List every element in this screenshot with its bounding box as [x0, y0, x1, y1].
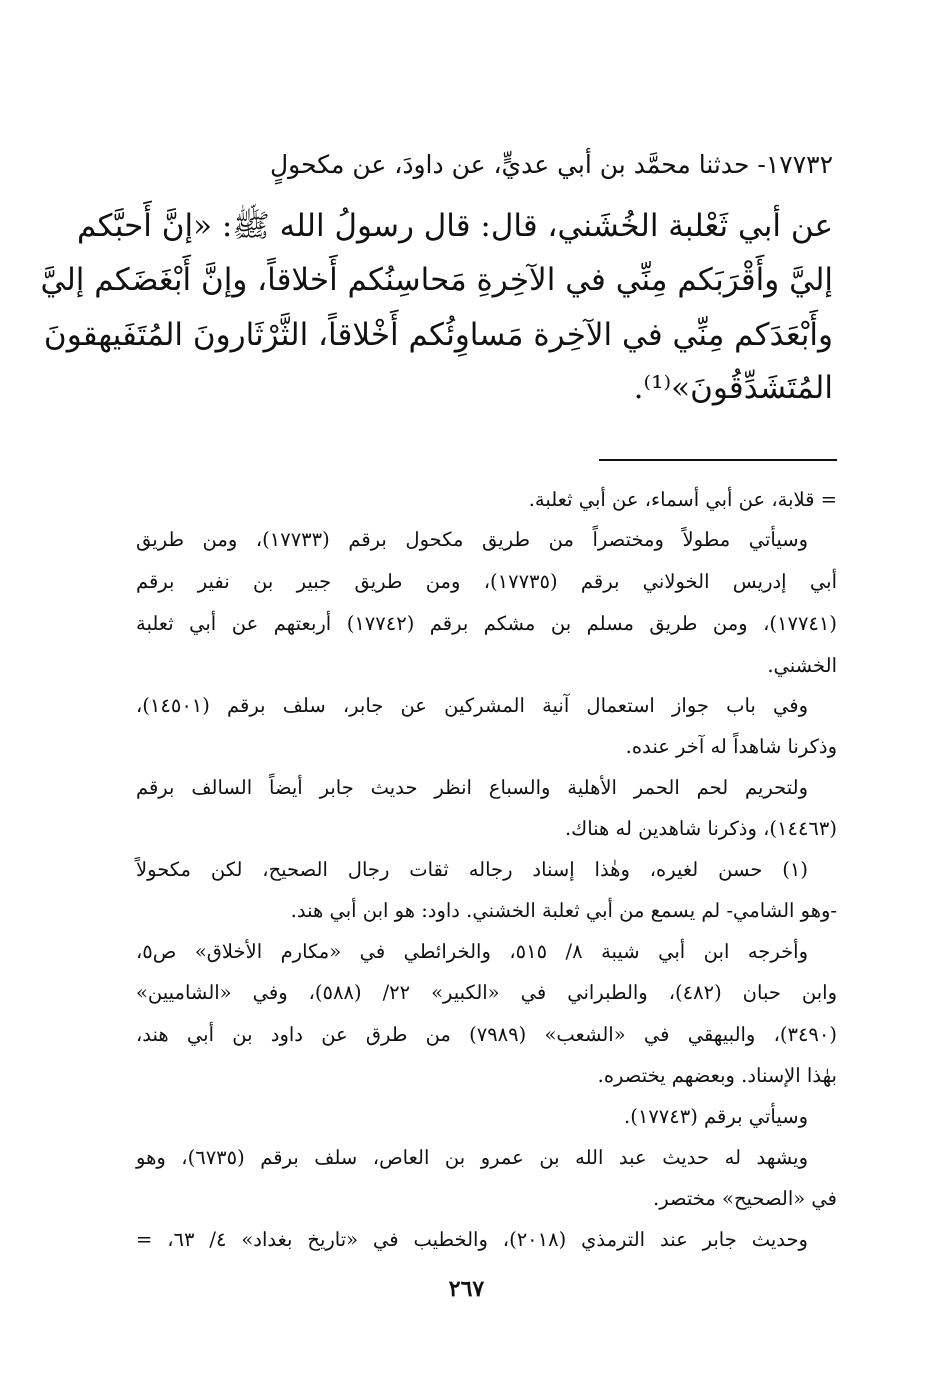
hadith-text-line: عن أبي ثَعْلبة الخُشَني، قال: قال رسولُ الله ﷺ: «إنَّ أَحبَّكم — [76, 208, 833, 244]
footnote-line: الخشني. — [767, 654, 837, 677]
hadith-text-line: المُتَشَدِّقُونَ»⁽¹⁾. — [633, 370, 833, 406]
footnote-line: ويشهد له حديث عبد الله بن عمرو بن العاص، سلف برقم (٦٧٣٥)، وهو — [136, 1146, 809, 1169]
footnote-line: = قلابة، عن أبي أسماء، عن أبي ثعلبة. — [528, 488, 837, 511]
footnote-line: وحديث جابر عند الترمذي (٢٠١٨)، والخطيب في «تاريخ بغداد» ٤/ ٦٣، = — [136, 1228, 808, 1251]
footnote-line: (١٤٤٦٣)، وذكرنا شاهدين له هناك. — [564, 817, 837, 840]
hadith-text-line: إليَّ وأَقْرَبَكم مِنِّي في الآخِرةِ مَحاسِنُكم أَخلاقاً، وإنَّ أَبْغَضَكم إليَّ — [40, 262, 833, 298]
footnote-line: (١٧٧٤١)، ومن طريق مسلم بن مشكم برقم (١٧٧٤٢) أربعتهم عن أبي ثعلبة — [136, 612, 837, 635]
footnote-line: أبي إدريس الخولاني برقم (١٧٧٣٥)، ومن طريق جبير بن نفير برقم — [136, 570, 837, 593]
footnote-line: في «الصحيح» مختصر. — [653, 1187, 837, 1210]
footnote-line: ولتحريم لحم الحمر الأهلية والسباع انظر حديث جابر أيضاً السالف برقم — [136, 776, 808, 799]
hadith-text-line: وأَبْعَدَكم مِنِّي في الآخِرة مَساوِئُكم أَخْلاقاً، الثَّرْثَارونَ المُتَفَيهقونَ — [43, 317, 833, 353]
footnote-line: وسيأتي برقم (١٧٧٤٣). — [624, 1105, 808, 1128]
footnote-line: (١) حسن لغيره، وهٰذا إسناد رجاله ثقات رجال الصحيح، لكن مكحولاً — [136, 858, 808, 881]
footnote-line: وذكرنا شاهداً له آخر عنده. — [625, 735, 837, 758]
footnote-line: (٣٤٩٠)، والبيهقي في «الشعب» (٧٩٨٩) من طرق عن داود بن أبي هند، — [136, 1023, 837, 1046]
footnote-line: وفي باب جواز استعمال آنية المشركين عن جابر، سلف برقم (١٤٥٠١)، — [136, 694, 808, 717]
footnote-line: بهٰذا الإسناد. وبعضهم يختصره. — [597, 1064, 837, 1087]
footnote-line: وسيأتي مطولاً ومختصراً من طريق مكحول برقم (١٧٧٣٣)، ومن طريق — [136, 528, 808, 551]
footnote-line: -وهو الشامي- لم يسمع من أبي ثعلبة الخشني. داود: هو ابن أبي هند. — [290, 899, 837, 922]
hadith-header-line: ١٧٧٣٢- حدثنا محمَّد بن أبي عديٍّ، عن داودَ، عن مكحولٍ — [270, 150, 833, 179]
footnote-line: وابن حبان (٤٨٢)، والطبراني في «الكبير» ٢٢/ (٥٨٨)، وفي «الشاميين» — [136, 981, 837, 1004]
footnote-line: وأخرجه ابن أبي شيبة ٨/ ٥١٥، والخرائطي في «مكارم الأخلاق» ص٥، — [136, 940, 808, 963]
footnote-divider — [599, 459, 837, 461]
page-number: ٢٦٧ — [448, 1276, 485, 1302]
